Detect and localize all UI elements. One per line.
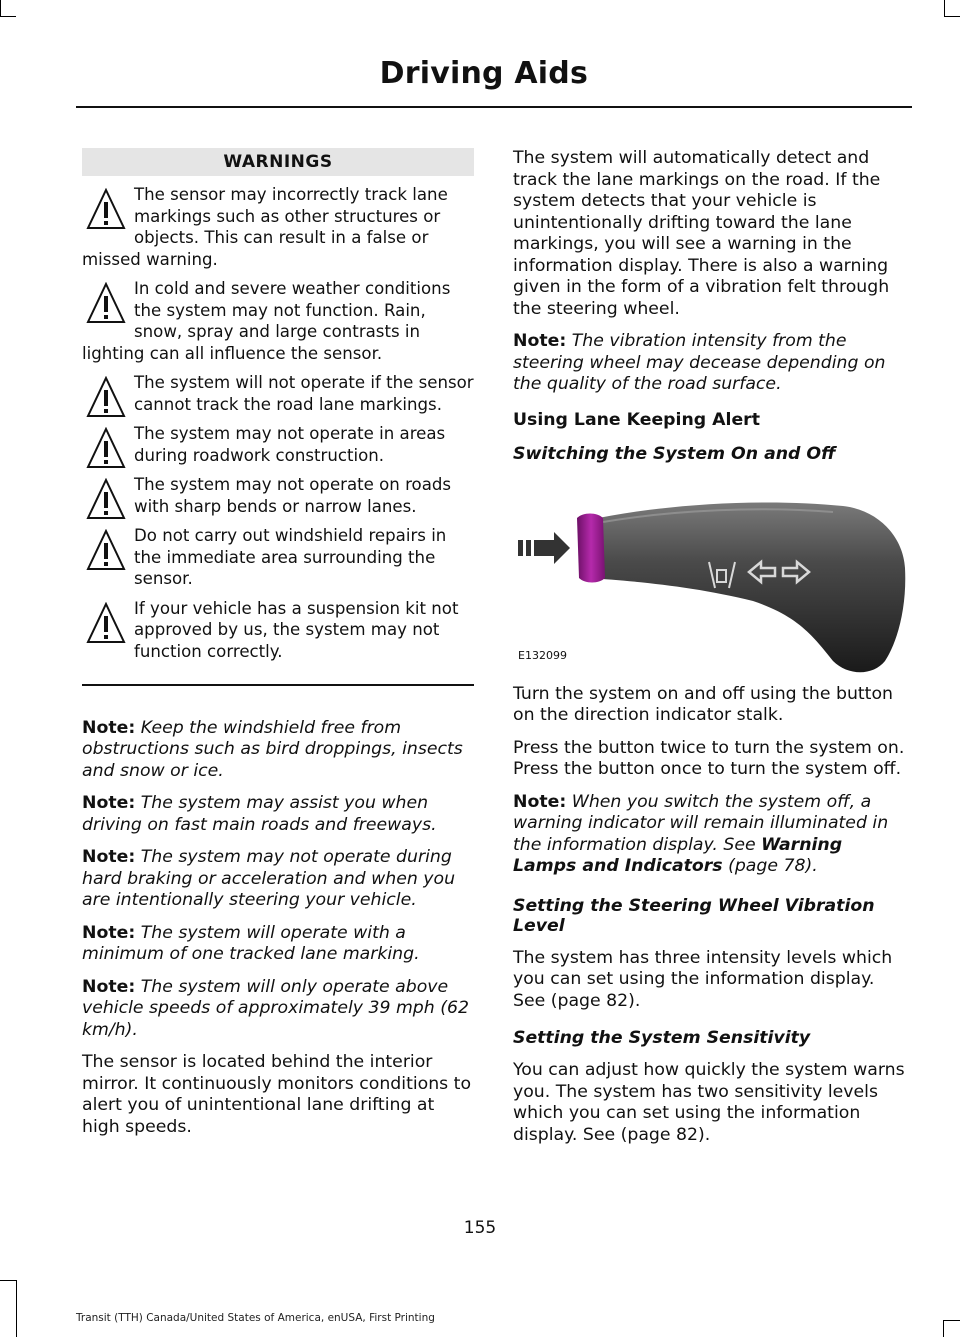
note bbox=[82, 793, 474, 836]
note-label: Note: bbox=[513, 791, 567, 812]
subsection-title: Setting the Steering Wheel Vibration Level bbox=[513, 895, 875, 936]
warning-item bbox=[82, 423, 474, 466]
footer-text: Transit (TTH) Canada/United States of America, enUSA, First Printing bbox=[76, 1312, 435, 1324]
warning-triangle-icon bbox=[86, 529, 126, 573]
header-rule bbox=[76, 106, 912, 108]
direction-indicator-stalk-illustration bbox=[513, 476, 909, 676]
push-arrow-icon bbox=[518, 532, 570, 564]
warning-item bbox=[82, 525, 474, 590]
warning-item bbox=[82, 184, 474, 270]
subsection-title: Switching the System On and Off bbox=[513, 443, 836, 464]
warning-triangle-icon bbox=[86, 188, 126, 232]
crop-mark bbox=[943, 1320, 944, 1337]
page-number: 155 bbox=[463, 1218, 497, 1238]
note-text: The system may assist you when driving on fast main roads and freeways. bbox=[82, 793, 437, 835]
note-text: The system will only operate above vehicle speeds of approximately 39 mph (62 km/h). bbox=[82, 976, 469, 1040]
sensor-location-paragraph: The sensor is located behind the interior mirror. It continuously monitors conditions to alert you of unintentional lane drifting at high speeds. bbox=[82, 1052, 472, 1137]
subsection-title: Setting the System Sensitivity bbox=[513, 1028, 811, 1048]
warning-triangle-icon bbox=[86, 427, 126, 471]
warning-item bbox=[82, 474, 474, 517]
note bbox=[82, 847, 474, 912]
warnings-heading: WARNINGS bbox=[82, 148, 474, 176]
warning-triangle-icon bbox=[86, 478, 126, 522]
paragraph: Turn the system on and off using the button on the direction indicator stalk. bbox=[513, 683, 893, 725]
page-reference: (page 78). bbox=[722, 856, 818, 876]
crop-mark bbox=[944, 1320, 960, 1321]
crop-mark bbox=[944, 16, 960, 17]
stalk-figure bbox=[513, 476, 909, 676]
note-label: Note: bbox=[82, 793, 136, 813]
warning-text: The system may not operate in areas during roadwork construction. bbox=[134, 424, 446, 465]
crop-mark bbox=[0, 16, 16, 17]
warnings-list bbox=[82, 184, 474, 662]
warning-text: In cold and severe weather conditions the system may not function. Rain, snow, spray and large contrasts in lighting can all influence the sensor. bbox=[82, 279, 451, 363]
warning-triangle-icon bbox=[86, 376, 126, 420]
section-title: Using Lane Keeping Alert bbox=[513, 409, 760, 430]
note-text: Keep the windshield free from obstructions such as bird droppings, insects and snow or ice. bbox=[82, 717, 463, 781]
note bbox=[82, 923, 474, 966]
warning-text: The system will not operate if the sensor cannot track the road lane markings. bbox=[134, 373, 474, 414]
note bbox=[82, 977, 474, 1042]
paragraph: Press the button twice to turn the system on. Press the button once to turn the system off. bbox=[513, 737, 905, 779]
warning-text: If your vehicle has a suspension kit not approved by us, the system may not function correctly. bbox=[134, 598, 459, 661]
warning-item bbox=[82, 278, 474, 364]
warning-text: The sensor may incorrectly track lane markings such as other structures or objects. This can result in a false or missed warning. bbox=[82, 185, 448, 269]
paragraph: You can adjust how quickly the system warns you. The system has two sensitivity levels which you can set using the information display. See (page 82). bbox=[513, 1060, 905, 1145]
intro-paragraph: The system will automatically detect and track the lane markings on the road. If the system detects that your vehicle is unintentionally drifting toward the lane markings, you will see a warning in the information display. There is also a warning given in the form of a vibration felt through the steering wheel. bbox=[513, 148, 890, 319]
crop-mark bbox=[0, 1280, 16, 1281]
crop-mark bbox=[0, 0, 1, 16]
note-label: Note: bbox=[513, 331, 567, 351]
warnings-end-rule bbox=[82, 684, 474, 686]
note-label: Note: bbox=[82, 922, 136, 943]
warning-triangle-icon bbox=[86, 282, 126, 326]
page-title: Driving Aids bbox=[379, 56, 588, 91]
warning-text: Do not carry out windshield repairs in the immediate area surrounding the sensor. bbox=[134, 526, 447, 588]
warning-text: The system may not operate on roads with sharp bends or narrow lanes. bbox=[134, 475, 452, 516]
note-text: The system may not operate during hard braking or acceleration and when you are intentionally steering your vehicle. bbox=[82, 847, 456, 910]
note bbox=[513, 331, 909, 396]
note-label: Note: bbox=[82, 976, 136, 997]
crop-mark bbox=[944, 0, 945, 16]
cross-reference-link[interactable]: Warning Lamps and Indicators bbox=[513, 834, 843, 876]
note-label: Note: bbox=[82, 847, 136, 867]
crop-mark bbox=[16, 1280, 17, 1337]
notes-list bbox=[82, 718, 474, 1042]
left-column bbox=[82, 148, 474, 1149]
note bbox=[82, 718, 474, 783]
warning-item bbox=[82, 598, 474, 663]
figure-code: E132099 bbox=[518, 648, 567, 662]
note-text: The system will operate with a minimum of one tracked lane marking. bbox=[82, 922, 420, 964]
warning-item bbox=[82, 372, 474, 415]
warning-triangle-icon bbox=[86, 602, 126, 646]
note-text: When you switch the system off, a warning indicator will remain illuminated in the information display. See bbox=[513, 791, 889, 855]
right-column bbox=[513, 148, 909, 1157]
note-text: The vibration intensity from the steering wheel may decease depending on the quality of the road surface. bbox=[513, 331, 886, 394]
note bbox=[513, 792, 909, 878]
note-label: Note: bbox=[82, 717, 136, 738]
paragraph: The system has three intensity levels which you can set using the information display. See (page 82). bbox=[513, 947, 893, 1011]
